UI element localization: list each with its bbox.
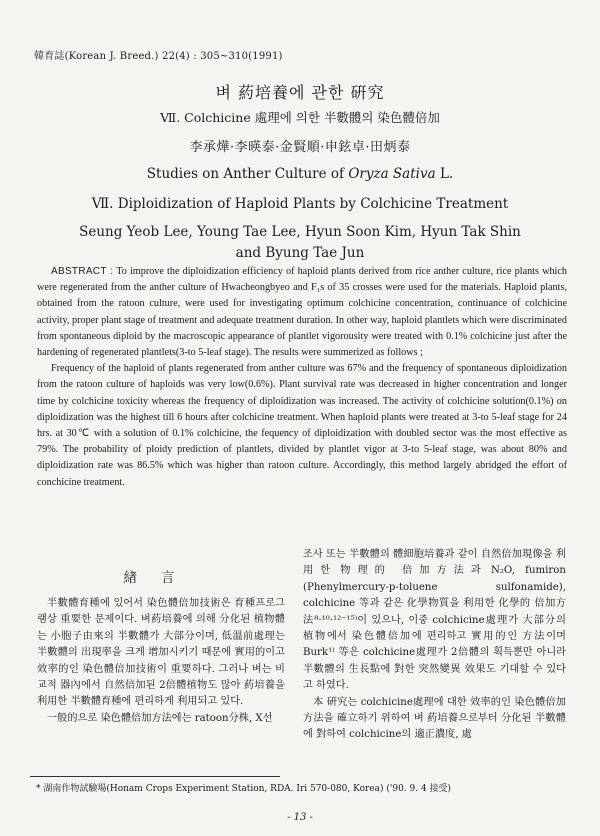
abstract-text-1: To improve the diploidization efficiency of haploid plants derived from rice anther culture, rice plants which were regenerated from the anther culture of Hwacheongbyeo and F₁s of 35 crosses were used for the materials. Haploid plants, obtained from the ratoon culture, were used for investigating optimum colchicine concentration, continuance of colchicine activity, proper plant stage of treatment and adequate treatment duration. In other way, haploid plantlets which were discriminated from spontaneous diploid by the macroscopic appearance of plantlet vigorousity were treated with 0.1% colchicine just after the hardening of regenerated plantlets(3-to 5-leaf stage). The results were summerized as follows ; [37,266,568,359]
section-heading-introduction: 緖言 [123,570,199,586]
species-name: Oryza Sativa [348,166,436,182]
abstract-paragraph-1 [37,264,567,361]
title-en-prefix: Studies on Anther Culture of [146,166,349,182]
paper-title-korean: 벼 葯培養에 관한 硏究 [215,83,385,102]
body-column-left [37,596,285,727]
abstract-paragraph-2: Frequency of the haploid of plants regenerated from anther culture was 67% and the frequency of spontaneous diploidization from the ratoon culture of haploids was very low(0.6%). Plant survival rate was decreased in higher concentration and longer time by colchicine toxicity whereas the frequency of diploidization was increased. The activity of colchicine solution(0.1%) on diploidization was the highest till 6 hours after colchicine treatment. When haploid plants were treated at 3-to 5-leaf stage for 24 hrs. at 30℃ with a solution of 0.1% colchicine, the fequency of diploidization with doubled sector was the most effective as 79%. The probability of ploidy prediction of plantlets, divided by plantlet vigor at 3-to 5-leaf stage, was about 80% and diploidization rate was 86.5% which was higher than ratoon culture. Accordingly, this method largely abridged the effort of conchicine treatment. [37,363,567,488]
abstract-label: ABSTRACT : [51,266,114,277]
paper-subtitle-korean: Ⅶ. Colchicine 處理에 의한 半數體의 染色體倍加 [160,110,440,125]
journal-reference: 韓育誌(Korean J. Breed.) 22(4) : 305~310(1991) [34,51,283,62]
authors-en-line1: Seung Yeob Lee, Young Tae Lee, Hyun Soon Kim, Hyun Tak Shin [79,224,521,240]
intro-paragraph-2: 一般的으로 染色體倍加方法에는 ratoon分株, X선 [47,712,273,724]
intro-paragraph-4: 本 硏究는 colchicine處理에 대한 效率的인 染色體倍加方法을 確立하기 위하여 벼 葯培養으로부터 分化된 半數體에 對하여 colchicine의 適正濃度, 處 [303,696,566,741]
intro-paragraph-3: 조사 또는 半數體의 體細胞培養과 같이 自然倍加現像을 利用한 物理的 倍加方法과 N₂O, fumiron (Phenylmercury-p-toluene sulfonamide), colchicine 等과 같은 化學物質을 利用한 化學的 倍加方法⁸·¹⁰·¹²⁻¹⁵⁾이 있으나, 이중 colchicine處理가 大部分의 植物에서 染色體倍加에 편리하고 實用的인 方法이며 Burk¹⁾ 等은 colchicine處理가 2倍體의 획득뿐만 아니라 半數體의 生長點에 對한 突然變異 效果도 기대할 수 있다고 하였다. [303,549,566,692]
authors-english [0,222,600,264]
authors-en-line2: and Byung Tae Jun [235,245,365,261]
authors-korean: 李承燁·李暎泰·金賢順·申鉉卓·田炳泰 [189,140,411,155]
footnote: * 湖南作物試驗場(Honam Crops Experiment Station, RDA. Iri 570-080, Korea) ('90. 9. 4 接受) [36,784,452,794]
paper-subtitle-english: Ⅶ. Diploidization of Haploid Plants by Colchicine Treatment [91,196,509,212]
paper-title-english [0,166,600,182]
footnote-divider [30,776,280,777]
page-number: - 13 - [287,812,313,823]
abstract [37,264,567,491]
body-column-right [303,547,566,744]
title-en-suffix: L. [435,166,454,182]
intro-paragraph-1: 半數體育種에 있어서 染色體倍加技術은 育種프로그램상 重要한 문제이다. 벼葯培養에 의해 分化된 植物體는 小胞子由來의 半數體가 大部分이며, 低溫前處理는 半數體의 出現率을 크게 增加시키기 때문에 實用的이고 效率的인 染色體倍加技術이 重要하다. 그러나 벼는 비교적 器內에서 自然倍加된 2倍體植物도 많아 葯培養을 利用한 半數體育種에 편리하게 利用되고 있다. [37,598,285,708]
